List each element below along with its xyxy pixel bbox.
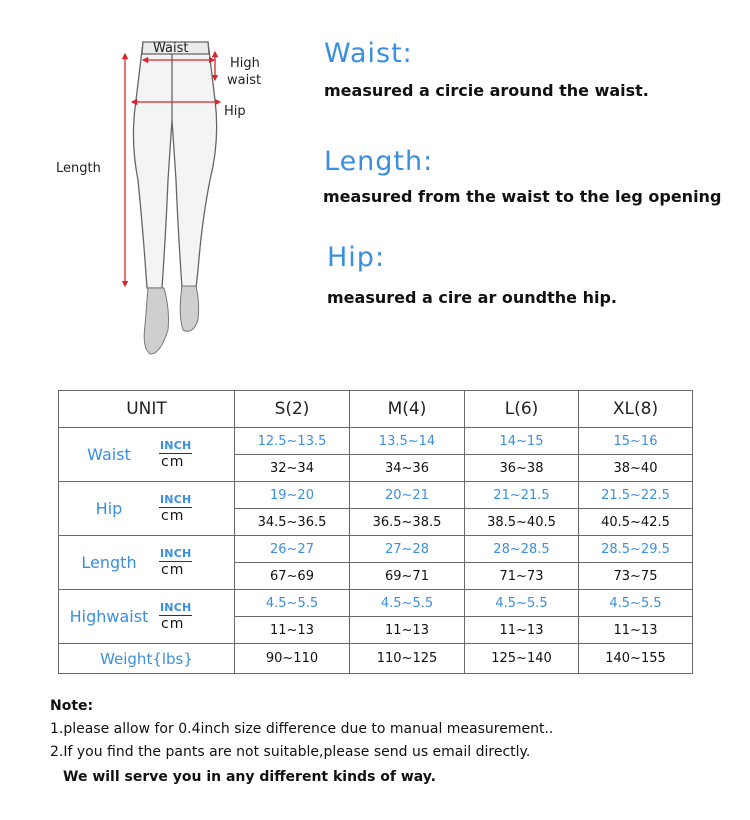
- hip-definition-heading: Hip:: [327, 242, 386, 273]
- unit-inch: INCH: [160, 546, 192, 560]
- hip-definition-text: measured a cire ar oundthe hip.: [327, 288, 617, 307]
- waist-label: Waist: [153, 41, 189, 56]
- table-cell: 21~21.5: [465, 482, 579, 509]
- unit-cm: cm: [161, 453, 185, 470]
- table-cell: 13.5~14: [350, 428, 465, 455]
- header-size-xl: XL(8): [579, 391, 693, 428]
- table-cell: 90~110: [235, 644, 350, 674]
- table-cell: 27~28: [350, 536, 465, 563]
- table-cell: 11~13: [579, 617, 693, 644]
- header-unit: UNIT: [59, 391, 235, 428]
- row-label-text: Hip: [95, 499, 123, 518]
- table-cell: 110~125: [350, 644, 465, 674]
- row-label-text: Length: [81, 553, 137, 572]
- table-cell: 4.5~5.5: [350, 590, 465, 617]
- unit-cm: cm: [161, 561, 185, 578]
- note-line-1: 1.please allow for 0.4inch size difference due to manual measurement..: [50, 721, 554, 737]
- row-label-line1: High: [69, 607, 107, 626]
- table-cell: 4.5~5.5: [579, 590, 693, 617]
- header-size-m: M(4): [350, 391, 465, 428]
- unit-fraction: [159, 440, 199, 470]
- unit-inch: INCH: [160, 438, 192, 452]
- table-cell: 4.5~5.5: [235, 590, 350, 617]
- table-cell: 11~13: [350, 617, 465, 644]
- row-label-line2: waist: [106, 607, 149, 626]
- length-definition-heading: Length:: [324, 146, 434, 177]
- unit-inch: INCH: [160, 600, 192, 614]
- table-cell: 71~73: [465, 563, 579, 590]
- waist-definition-text: measured a circie around the waist.: [324, 81, 649, 100]
- table-row: [59, 482, 693, 509]
- note-title: Note:: [50, 698, 94, 714]
- row-label-length: [59, 536, 235, 590]
- table-cell: 40.5~42.5: [579, 509, 693, 536]
- table-row: [59, 644, 693, 674]
- table-cell: 11~13: [235, 617, 350, 644]
- high-waist-label-line2: waist: [227, 73, 262, 88]
- table-cell: 32~34: [235, 455, 350, 482]
- unit-cm: cm: [161, 507, 185, 524]
- table-cell: 28.5~29.5: [579, 536, 693, 563]
- row-label-waist: [59, 428, 235, 482]
- table-cell: 19~20: [235, 482, 350, 509]
- high-waist-label-line1: High: [230, 56, 260, 71]
- length-label: Length: [56, 161, 101, 176]
- note-line-2: 2.If you find the pants are not suitable,please send us email directly.: [50, 744, 531, 760]
- row-label-hip: [59, 482, 235, 536]
- table-cell: 73~75: [579, 563, 693, 590]
- table-cell: 20~21: [350, 482, 465, 509]
- length-definition-text: measured from the waist to the leg opening: [323, 187, 722, 206]
- table-cell: 21.5~22.5: [579, 482, 693, 509]
- table-cell: 69~71: [350, 563, 465, 590]
- unit-fraction: [159, 548, 199, 578]
- table-cell: 38.5~40.5: [465, 509, 579, 536]
- table-cell: 125~140: [465, 644, 579, 674]
- unit-fraction: [159, 494, 199, 524]
- note-line-3: We will serve you in any different kinds of way.: [63, 769, 436, 785]
- table-row: [59, 590, 693, 617]
- table-cell: 34.5~36.5: [235, 509, 350, 536]
- table-cell: 34~36: [350, 455, 465, 482]
- table-cell: 15~16: [579, 428, 693, 455]
- sneakers-sketch: [144, 286, 198, 354]
- row-label-text: Waist: [87, 445, 131, 464]
- unit-fraction: [159, 602, 199, 632]
- row-label-weight: Weight{lbs}: [59, 644, 235, 674]
- table-cell: 36.5~38.5: [350, 509, 465, 536]
- hip-label: Hip: [224, 104, 246, 119]
- table-cell: 38~40: [579, 455, 693, 482]
- leggings-sketch: [133, 42, 216, 288]
- row-label-text: [59, 590, 159, 643]
- table-cell: 36~38: [465, 455, 579, 482]
- table-cell: 26~27: [235, 536, 350, 563]
- row-label-high-waist: [59, 590, 235, 644]
- table-row: [59, 536, 693, 563]
- header-size-l: L(6): [465, 391, 579, 428]
- unit-inch: INCH: [160, 492, 192, 506]
- table-cell: 11~13: [465, 617, 579, 644]
- table-cell: 12.5~13.5: [235, 428, 350, 455]
- size-chart-table: [58, 390, 693, 674]
- table-cell: 4.5~5.5: [465, 590, 579, 617]
- unit-cm: cm: [161, 615, 185, 632]
- table-cell: 28~28.5: [465, 536, 579, 563]
- table-row: [59, 428, 693, 455]
- header-size-s: S(2): [235, 391, 350, 428]
- table-cell: 67~69: [235, 563, 350, 590]
- table-cell: 14~15: [465, 428, 579, 455]
- waist-definition-heading: Waist:: [324, 38, 413, 69]
- table-header-row: [59, 391, 693, 428]
- table-cell: 140~155: [579, 644, 693, 674]
